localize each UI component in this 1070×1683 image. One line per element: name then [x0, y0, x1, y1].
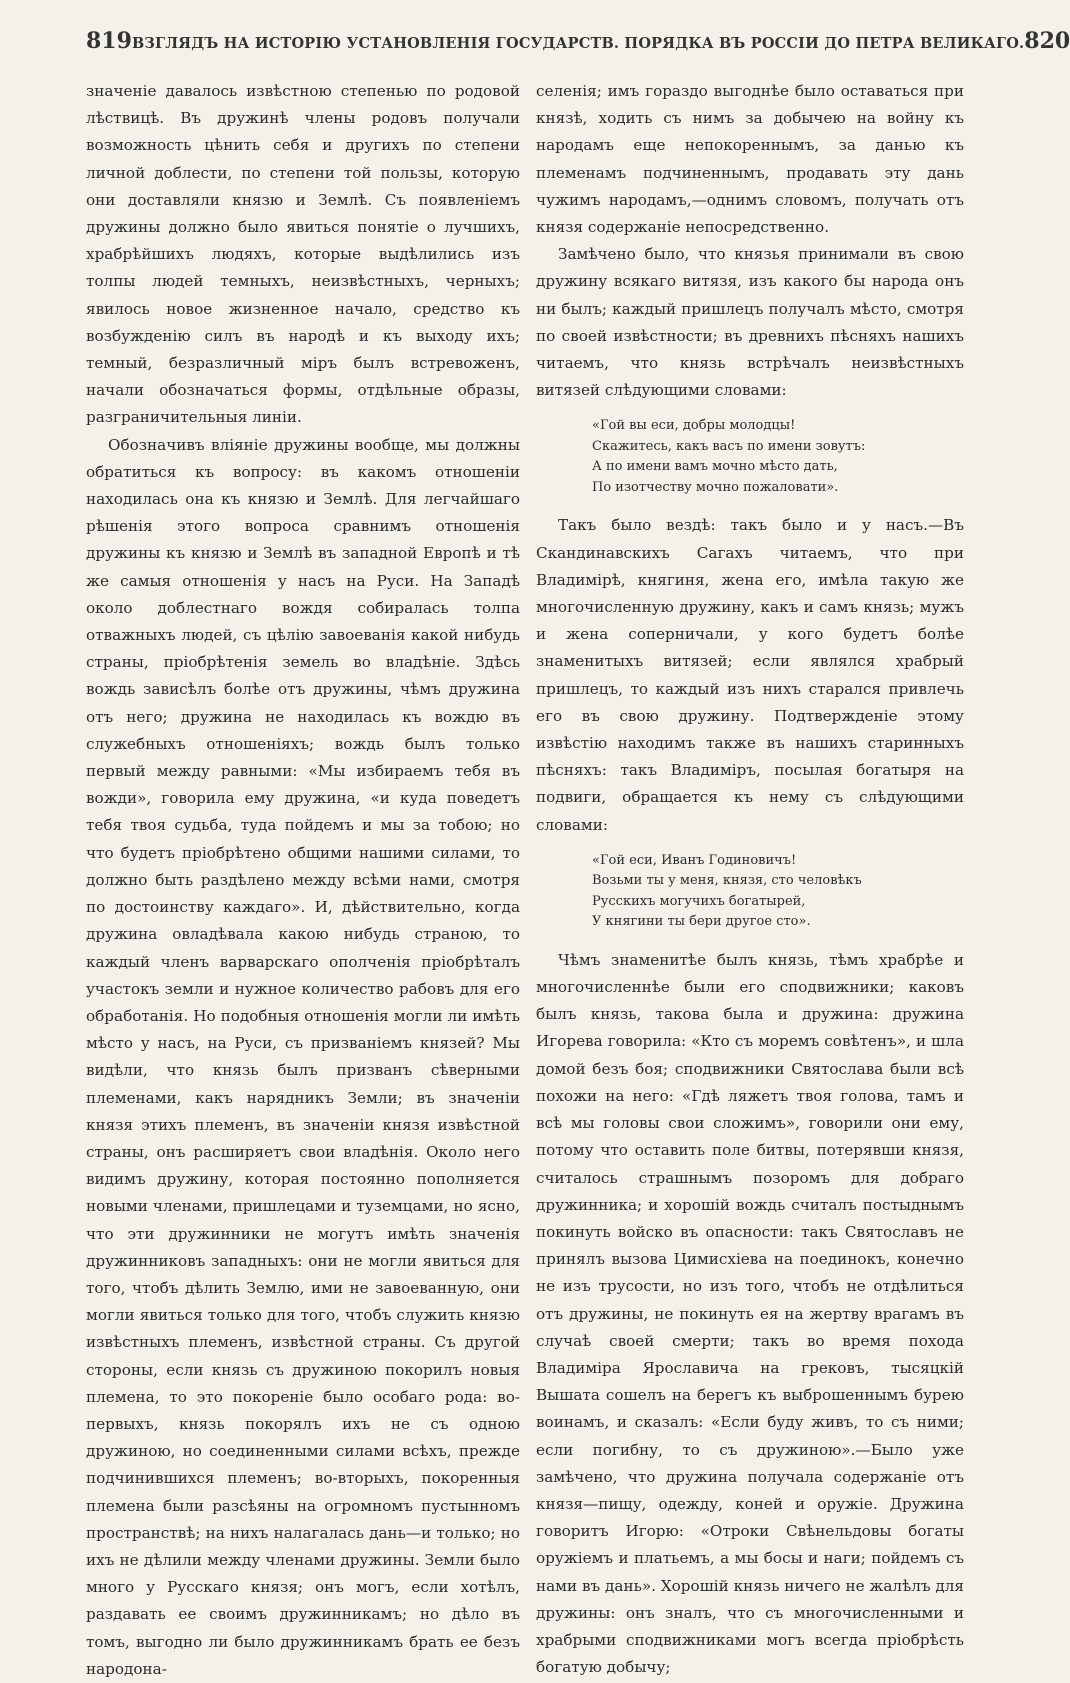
paragraph: значеніе давалось извѣстною степенью по родовой лѣствицѣ. Въ дружинѣ члены родовъ получали возможность цѣнить себя и другихъ по степени личной доблести, по степени той пользы, которую они доставляли князю и Землѣ. Съ появленіемъ дружины должно было явиться понятіе о лучшихъ, храбрѣйшихъ людяхъ, которые выдѣлились изъ толпы людей темныхъ, неизвѣстныхъ, черныхъ; явилось новое жизненное начало, средство къ возбужденію силъ въ народѣ и къ выходу ихъ; темный, безразличный міръ былъ встревоженъ, начали обозначаться формы, отдѣльные образы, разграничительныя линіи.	[86, 82, 520, 427]
paragraph: селенія; имъ гораздо выгоднѣе было оставаться при князѣ, ходить съ нимъ за добычею на войну къ народамъ еще непокореннымъ, за данью къ племенамъ подчиненнымъ, продавать эту дань чужимъ народамъ,—однимъ словомъ, получать отъ князя содержаніе непосредственно.	[536, 82, 964, 237]
verse-quote	[592, 851, 964, 933]
right-column	[536, 78, 964, 1681]
paragraph: Обозначивъ вліяніе дружины вообще, мы должны обратиться къ вопросу: въ какомъ отношеніи находилась она къ князю и Землѣ. Для легчайшаго рѣшенія этого вопроса сравнимъ отношенія дружины къ князю и Землѣ въ западной Европѣ и тѣ же самыя отношенія у насъ на Руси. На Западѣ около доблестнаго вождя собиралась толпа отважныхъ людей, съ цѣлію завоеванія какой нибудь страны, пріобрѣтенія земель во владѣніе. Здѣсь вождь зависѣлъ болѣе отъ дружины, чѣмъ дружина отъ него; дружина не находилась къ вождю въ служебныхъ отношеніяхъ; вождь былъ только первый между равными: «Мы избираемъ тебя въ вожди», говорила ему дружина, «и куда поведетъ тебя твоя судьба, туда пойдемъ и мы за тобою; но что будетъ пріобрѣтено общими нашими силами, то должно быть раздѣлено между всѣми нами, смотря по достоинству каждаго». И, дѣйствительно, когда дружина овладѣвала какою нибудь страною, то каждый членъ варварскаго ополченія пріобрѣталъ участокъ земли и нужное количество рабовъ для его обработанія. Но подобныя отношенія могли ли имѣть мѣсто у насъ, на Руси, съ призваніемъ князей? Мы видѣли, что князь былъ призванъ сѣверными племенами, какъ нарядникъ Земли; въ значеніи князя этихъ племенъ, въ значеніи князя извѣстной страны, онъ расширяетъ свои владѣнія. Около него видимъ дружину, которая постоянно пополняется новыми членами, пришлецами и туземцами, но ясно, что эти дружинники не могутъ имѣть значенія дружинниковъ западныхъ: они не могли явиться для того, чтобъ дѣлить Землю, ими не завоеванную, они могли явиться только для того, чтобъ служить князю извѣстныхъ племенъ, извѣстной страны. Съ другой стороны, если князь съ дружиною покорилъ новыя племена, то это покореніе было особаго рода: во-первыхъ, князь покорялъ ихъ не съ одною дружиною, но соединенными силами всѣхъ, прежде подчинившихся племенъ; во-вторыхъ, покоренныя племена были разсѣяны на огромномъ пустынномъ пространствѣ; на нихъ налагалась дань—и только; но ихъ не дѣлили между членами дружины. Земли было много у Русскаго князя; онъ могъ, если хотѣлъ, раздавать ее своимъ дружинникамъ; но дѣло въ томъ, выгодно ли было дружинникамъ брать ее безъ народона-	[86, 435, 520, 1678]
paragraph: Замѣчено было, что князья принимали въ свою дружину всякаго витязя, изъ какого бы народа онъ ни былъ; каждый пришлецъ получалъ мѣсто, смотря по своей извѣстности; въ древнихъ пѣсняхъ нашихъ читаемъ, что князь встрѣчалъ неизвѣстныхъ витязей слѣдующими словами:	[536, 245, 964, 400]
verse-line: «Гой вы еси, добры молодцы!	[592, 418, 796, 434]
left-page-number: 819	[86, 28, 132, 54]
page-header	[86, 28, 1070, 62]
running-title: ВЗГЛЯДЪ НА ИСТОРІЮ УСТАНОВЛЕНІЯ ГОСУДАРСТВ. ПОРЯДКА ВЪ РОССІИ ДО ПЕТРА ВЕЛИКАГО.	[131, 35, 1025, 52]
verse-line: А по имени вамъ мочно мѣсто дать,	[592, 459, 838, 475]
verse-line: Русскихъ могучихъ богатырей,	[592, 893, 806, 909]
verse-line: Скажитесь, какъ васъ по имени зовутъ:	[592, 438, 866, 454]
verse-quote	[592, 416, 964, 498]
paragraph: Чѣмъ знаменитѣе былъ князь, тѣмъ храбрѣе и многочисленнѣе были его сподвижники; каковъ былъ князь, такова была и дружина: дружина Игорева говорила: «Кто съ моремъ совѣтенъ», и шла домой безъ боя; сподвижники Святослава были всѣ похожи на него: «Гдѣ ляжетъ твоя голова, тамъ и всѣ мы головы свои сложимъ», говорили они ему, потому что оставить поле битвы, потерявши князя, считалось страшнымъ позоромъ для добраго дружинника; и хорошій вождь считалъ постыднымъ покинуть войско въ опасности: такъ Святославъ не принялъ вызова Цимисхіева на поединокъ, конечно не изъ трусости, но изъ того, чтобъ не отдѣлиться отъ дружины, не покинуть ея на жертву врагамъ въ случаѣ своей смерти; такъ во время похода Владиміра Ярославича на грековъ, тысяцкій Вышата сошелъ на берегъ къ выброшеннымъ бурею воинамъ, и сказалъ: «Если буду живъ, то съ ними; если погибну, то съ дружиною».—Было уже замѣчено, что дружина получала содержаніе отъ князя—пищу, одежду, коней и оружіе. Дружина говоритъ Игорю: «Отроки Свѣнельдовы богаты оружіемъ и платьемъ, а мы босы и наги; пойдемъ съ нами въ дань». Хорошій князь ничего не жалѣлъ для дружины: онъ зналъ, что съ многочисленными и храбрыми сподвижниками могъ всегда пріобрѣсть богатую добычу;	[536, 950, 964, 1677]
verse-line: У княгини ты бери другое сто».	[592, 914, 811, 930]
paragraph: Такъ было вездѣ: такъ было и у насъ.—Въ Скандинавскихъ Сагахъ читаемъ, что при Владимірѣ, княгиня, жена его, имѣла такую же многочисленную дружину, какъ и самъ князь; мужъ и жена соперничали, у кого будетъ болѣе знаменитыхъ витязей; если являлся храбрый пришлецъ, то каждый изъ нихъ старался привлечь его въ свою дружину. Подтвержденіе этому извѣстію находимъ также въ нашихъ старинныхъ пѣсняхъ: такъ Владиміръ, посылая богатыря на подвиги, обращается къ нему съ слѣдующими словами:	[536, 516, 964, 834]
verse-line: Возьми ты у меня, князя, сто человѣкъ	[592, 873, 862, 889]
verse-line: По изотчеству мочно пожаловати».	[592, 479, 839, 495]
right-page-number: 820	[1024, 28, 1070, 54]
left-column	[86, 78, 520, 1683]
verse-line: «Гой еси, Иванъ Годиновичъ!	[592, 852, 797, 868]
